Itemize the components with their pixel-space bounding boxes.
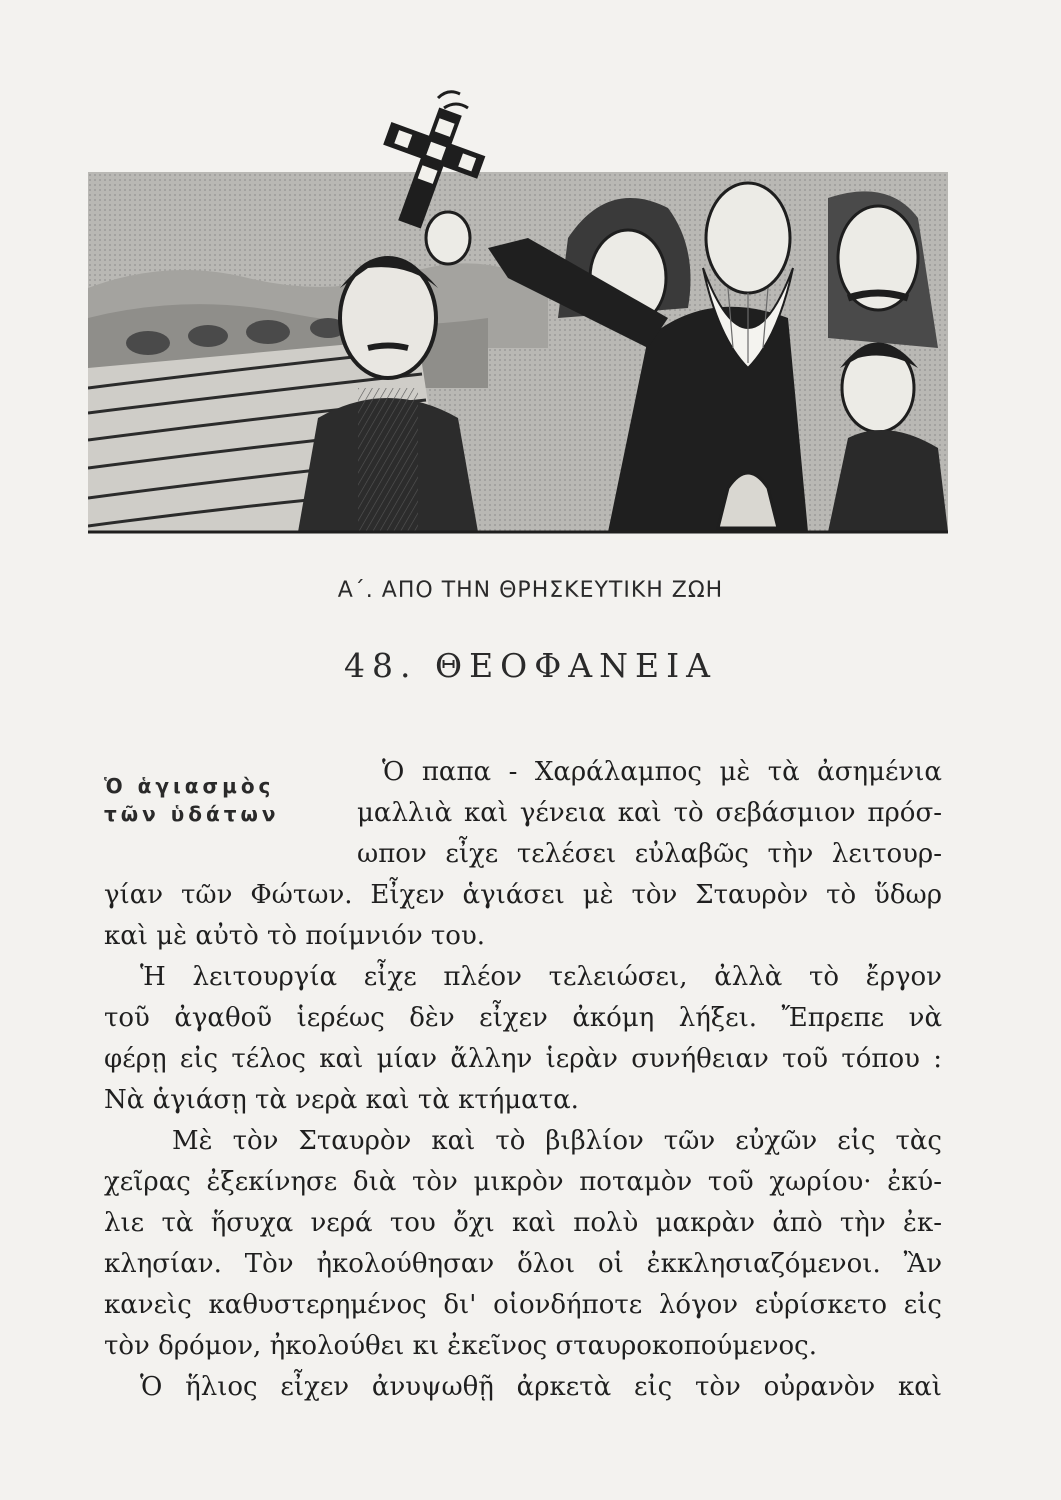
side-heading-line: Ὁ ἁγιασμὸς bbox=[104, 774, 275, 798]
text-line: Νὰ ἁγιάσῃ τὰ νερὰ καὶ τὰ κτήματα. bbox=[104, 1085, 579, 1115]
text-line: ωπον εἶχε τελέσει εὐλαβῶς τὴν λειτουρ- bbox=[357, 839, 942, 869]
section-heading: Α΄. ΑΠΟ ΤΗΝ ΘΡΗΣΚΕΥΤΙΚΗ ΖΩΗ bbox=[337, 578, 724, 603]
text-line: τοῦ ἀγαθοῦ ἱερέως δὲν εἶχεν ἀκόμη λήξει. Ἔπρεπε νὰ bbox=[104, 1003, 942, 1033]
side-heading-line: τῶν ὑδάτων bbox=[104, 802, 280, 826]
chapter-title: 48. ΘΕΟΦΑΝΕΙΑ bbox=[344, 646, 717, 685]
side-heading bbox=[104, 772, 334, 828]
text-line: φέρῃ εἰς τέλος καὶ μίαν ἄλλην ἱερὰν συνήθειαν τοῦ τόπου : bbox=[104, 1044, 942, 1074]
text-line: κλησίαν. Τὸν ἠκολούθησαν ὅλοι οἱ ἐκκλησιαζόμενοι. Ἂν bbox=[104, 1249, 942, 1279]
text-line: Ὁ παπα - Χαράλαμπος μὲ τὰ ἀσημένια bbox=[382, 757, 942, 787]
text-line: χεῖρας ἐξεκίνησε διὰ τὸν μικρὸν ποταμὸν τοῦ χωρίου· ἐκύ- bbox=[104, 1167, 942, 1197]
text-line: καὶ μὲ αὐτὸ τὸ ποίμνιόν του. bbox=[104, 921, 486, 951]
text-line: κανεὶς καθυστερημένος δι' οἱονδήποτε λόγον εὑρίσκετο εἰς bbox=[104, 1290, 942, 1320]
text-line: λιε τὰ ἥσυχα νερά του ὄχι καὶ πολὺ μακρὰν ἀπὸ τὴν ἐκ- bbox=[104, 1208, 942, 1238]
text-line: μαλλιὰ καὶ γένεια καὶ τὸ σεβάσμιον πρόσ- bbox=[357, 798, 942, 828]
text-line: Μὲ τὸν Σταυρὸν καὶ τὸ βιβλίον τῶν εὐχῶν εἰς τὰς bbox=[172, 1126, 942, 1156]
theophany-blessing-icon bbox=[88, 88, 948, 548]
text-line: Ἡ λειτουργία εἶχε πλέον τελειώσει, ἀλλὰ τὸ ἔργον bbox=[140, 962, 942, 992]
text-line: τὸν δρόμον, ἠκολούθει κι ἐκεῖνος σταυροκοπούμενος. bbox=[104, 1331, 817, 1361]
text-line: Ὁ ἥλιος εἶχεν ἀνυψωθῇ ἀρκετὰ εἰς τὸν οὐρανὸν καὶ bbox=[140, 1372, 942, 1402]
theophany-illustration bbox=[88, 88, 948, 548]
text-line: γίαν τῶν Φώτων. Εἶχεν ἁγιάσει μὲ τὸν Σταυρὸν τὸ ὕδωρ bbox=[104, 880, 942, 910]
